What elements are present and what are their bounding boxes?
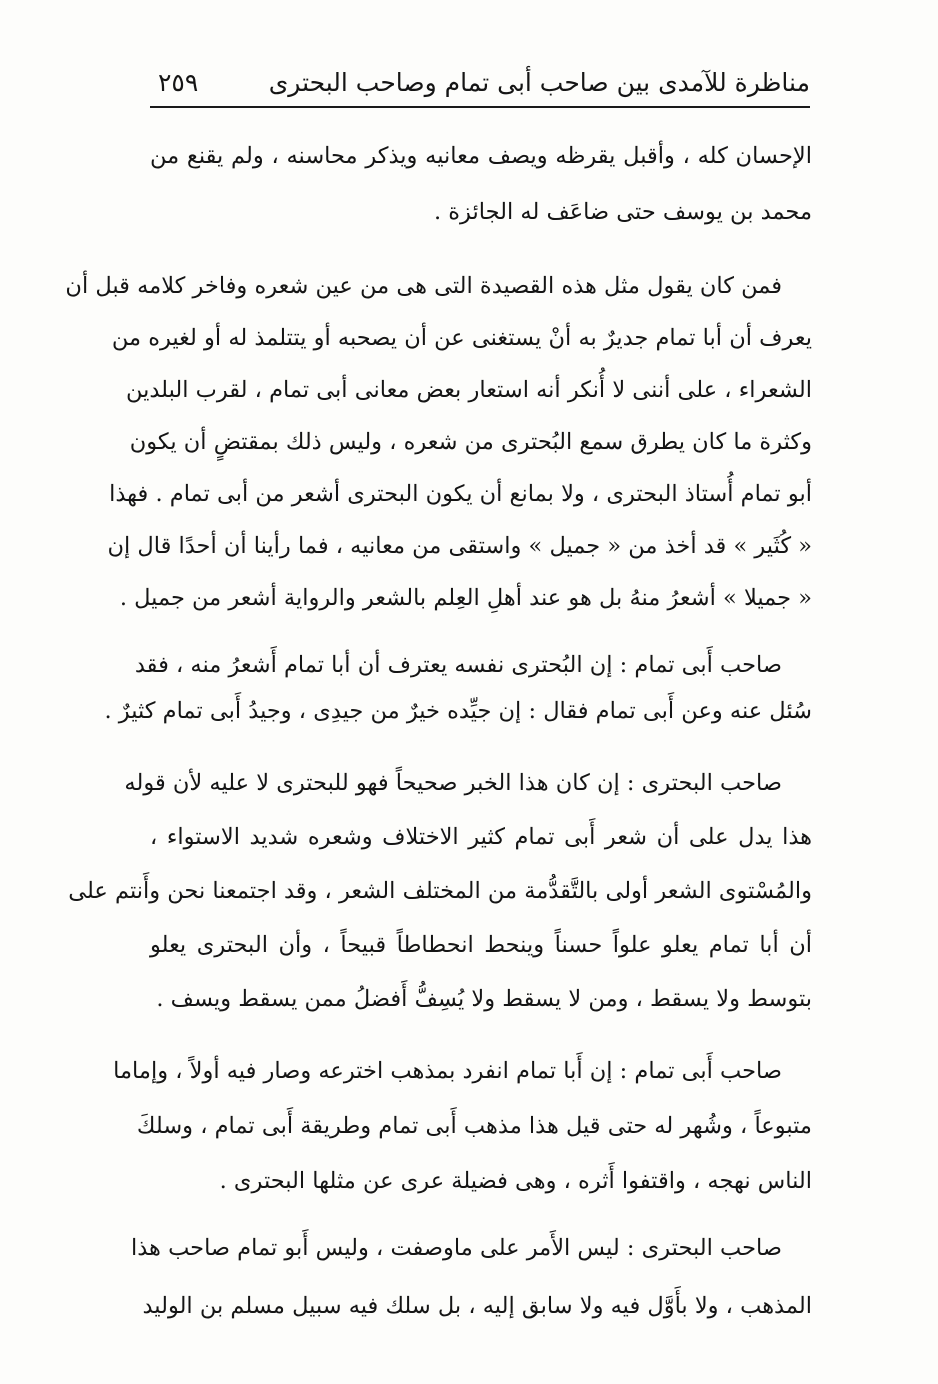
text-line: أبو تمام أُستاذ البحترى ، ولا بمانع أن يكون البحترى أشعر من أبى تمام . فهذا [109, 481, 812, 507]
page-number: ٢٥٩ [158, 68, 199, 97]
paragraph-1 [150, 128, 812, 240]
paragraph-5 [113, 1044, 812, 1209]
paragraph-3 [104, 642, 812, 734]
text-line: محمد بن يوسف حتى ضاعَف له الجائزة . [433, 199, 812, 225]
paragraph-2 [65, 260, 812, 624]
text-line: فمن كان يقول مثل هذه القصيدة التى هى من عين شعره وفاخر كلامه قبل أن [65, 273, 782, 299]
text-line: يعرف أن أبا تمام جديرٌ به أنْ يستغنى عن أن يصحبه أو يتتلمذ له أو لغيره من [111, 325, 812, 351]
body-text [65, 128, 812, 1351]
text-line: الشعراء ، على أننى لا أُنكر أنه استعار بعض معانى أبى تمام ، لقرب البلدين [125, 377, 812, 403]
text-line: صاحب البحترى : إن كان هذا الخبر صحيحاً فهو للبحترى لا عليه لأن قوله [124, 770, 782, 796]
text-line: والمُسْتوى الشعر أولى بالتَّقدُّمة من المختلف الشعر ، وقد اجتمعنا نحن وأَنتم على [68, 878, 812, 904]
text-line: الناس نهجه ، واقتفوا أَثره ، وهى فضيلة عرى عن مثلها البحترى . [219, 1168, 812, 1194]
page-header [150, 62, 810, 108]
text-line: صاحب البحترى : ليس الأَمر على ماوصفت ، وليس أَبو تمام صاحب هذا [130, 1235, 782, 1261]
text-line: « كُثَير » قد أخذ من « جميل » واستقى من معانيه ، فما رأينا أن أحدًا قال إن [107, 533, 812, 559]
text-line: صاحب أَبى تمام : إن البُحترى نفسه يعترف أن أبا تمام أَشعرُ منه ، فقد [134, 652, 782, 678]
paragraph-4 [68, 756, 812, 1026]
text-line: هذا يدل على أن شعر أَبى تمام كثير الاختلاف وشعره شديد الاستواء ، [150, 824, 812, 850]
text-line: صاحب أَبى تمام : إن أَبا تمام انفرد بمذهب اخترعه وصار فيه أولاً ، وإماما [113, 1058, 782, 1084]
text-line: الإحسان كله ، وأقبل يقرظه ويصف معانيه ويذكر محاسنه ، ولم يقنع من [150, 143, 812, 169]
text-line: « جميلا » أشعرُ منهُ بل هو عند أهلِ العِلم بالشعر والرواية أشعر من جميل . [119, 585, 812, 611]
running-title: مناظرة للآمدى بين صاحب أبى تمام وصاحب البحترى [268, 68, 810, 97]
paragraph-6 [130, 1219, 812, 1335]
text-line: وكثرة ما كان يطرق سمع البُحترى من شعره ، وليس ذلك بمقتضٍ أن يكون [129, 429, 812, 455]
text-line: متبوعاً ، وشُهر له حتى قيل هذا مذهب أَبى تمام وطريقة أَبى تمام ، وسلكَ [136, 1113, 812, 1139]
text-line: المذهب ، ولا بأَوَّل فيه ولا سابق إليه ، بل سلك فيه سبيل مسلم بن الوليد [142, 1293, 812, 1319]
text-line: بتوسط ولا يسقط ، ومن لا يسقط ولا يُسِفُّ أَفضلُ ممن يسقط ويسف . [156, 986, 812, 1012]
text-line: سُئل عنه وعن أَبى تمام فقال : إن جيِّده خيرٌ من جيدِى ، وجيدُ أَبى تمام كثيرٌ . [104, 698, 812, 724]
text-line: أن أبا تمام يعلو علواً حسناً وينحط انحطاطاً قبيحاً ، وأن البحترى يعلو [150, 932, 812, 958]
